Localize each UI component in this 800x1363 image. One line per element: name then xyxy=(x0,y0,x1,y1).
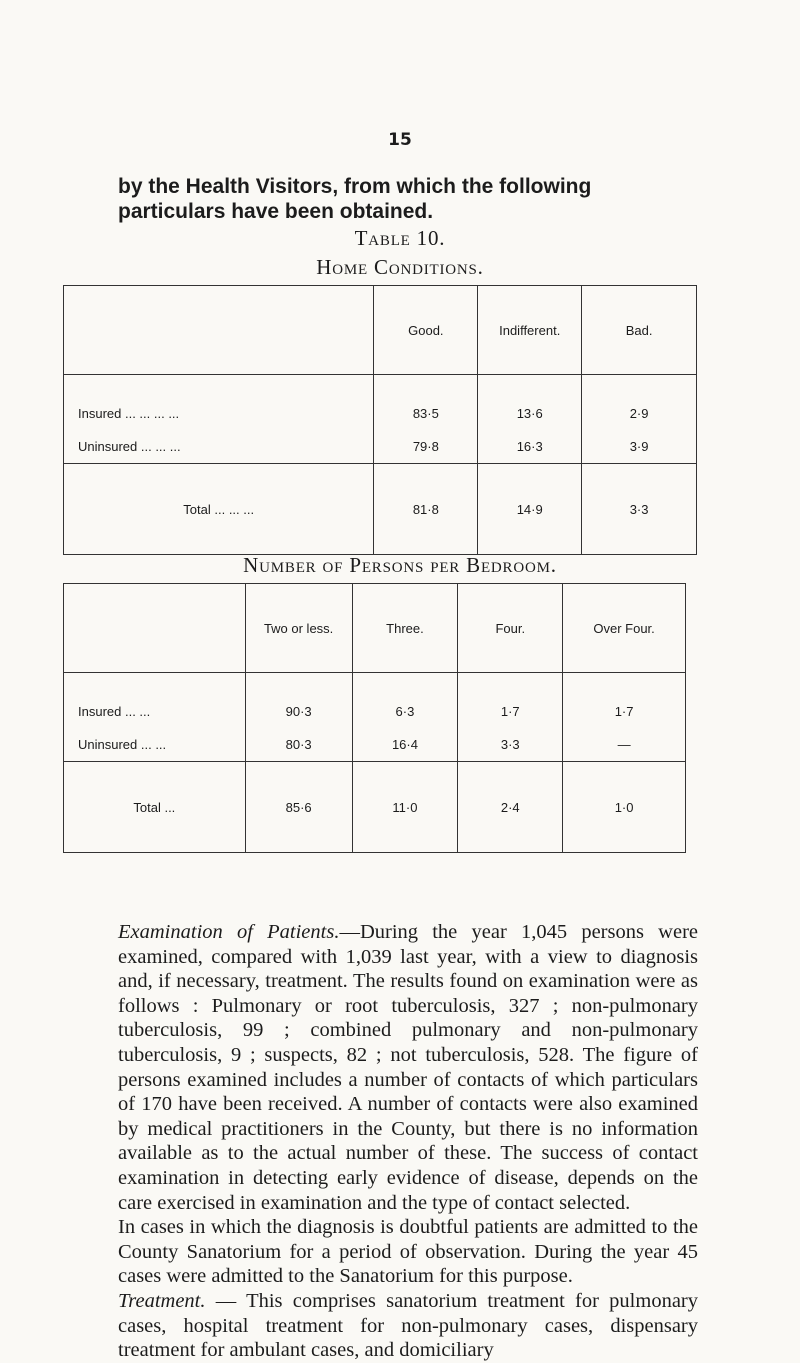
cell: 16·4 xyxy=(391,737,418,752)
header-bad: Bad. xyxy=(582,286,697,375)
table1-caption: Table 10. xyxy=(354,226,446,250)
cell: 3·9 xyxy=(629,439,649,454)
col-two-or-less xyxy=(245,673,352,762)
total-label: Total ... xyxy=(64,762,246,853)
cell: 85·6 xyxy=(245,762,352,853)
header-blank xyxy=(64,584,246,673)
row-labels xyxy=(64,673,246,762)
header-two-or-less: Two or less. xyxy=(245,584,352,673)
paragraph-observation: In cases in which the diagnosis is doubtful patients are admitted to the County Sanatorium for a period of observation. During the year 45 cases were admitted to the Sanatorium for this purpose. xyxy=(118,1216,698,1288)
cell: 3·3 xyxy=(500,737,520,752)
paragraph-body: — This comprises sanatorium treatment for pulmonary cases, hospital treatment for non-pulmonary cases, dispensary treatment for ambulant cases, and domiciliary xyxy=(118,1289,698,1362)
row-label-insured: Insured ... ... xyxy=(78,704,151,719)
table-total-row xyxy=(64,464,697,555)
cell: — xyxy=(617,737,631,752)
table1-title: Home Conditions. xyxy=(316,255,484,279)
cell: 13·6 xyxy=(516,406,543,421)
table-total-row xyxy=(64,762,686,853)
cell: 2·4 xyxy=(458,762,563,853)
paragraph-heading: Examination of Patients. xyxy=(118,921,340,943)
body-text xyxy=(118,920,698,1363)
cell: 90·3 xyxy=(285,704,312,719)
table2-title: Number of Persons per Bedroom. xyxy=(243,553,557,577)
cell: 1·0 xyxy=(563,762,686,853)
col-indifferent xyxy=(478,375,582,464)
cell: 11·0 xyxy=(352,762,458,853)
cell: 1·7 xyxy=(500,704,520,719)
paragraph-examination xyxy=(118,920,698,1215)
cell: 14·9 xyxy=(478,464,582,555)
row-labels xyxy=(64,375,374,464)
cell: 1·7 xyxy=(614,704,634,719)
header-three: Three. xyxy=(352,584,458,673)
cell: 83·5 xyxy=(412,406,439,421)
cell: 16·3 xyxy=(516,439,543,454)
row-label-insured: Insured ... ... ... ... xyxy=(78,406,180,421)
table-body-row xyxy=(64,673,686,762)
col-good xyxy=(374,375,478,464)
paragraph-body: —During the year 1,045 persons were examined, compared with 1,039 last year, with a view to diagnosis and, if necessary, treatment. The results found on examination were as follows : Pulmonary or root tuberculosis, 327 ; non-pulmonary tuberculosis, 99 ; combined pulmonary and non-pulmonary tuberculosis, 9 ; suspects, 82 ; not tuberculosis, 528. The figure of persons examined includes a number of contacts of which particulars of 170 have been received. A number of contacts were also examined by medical practitioners in the County, but there is no information available as to the actual number of these. The success of contact examination in detecting early evidence of disease, depends on the care exercised in examination and the type of contact selected. xyxy=(118,921,698,1214)
cell: 2·9 xyxy=(629,406,649,421)
col-bad xyxy=(582,375,697,464)
header-over-four: Over Four. xyxy=(563,584,686,673)
col-four xyxy=(458,673,563,762)
cell: 81·8 xyxy=(374,464,478,555)
table-header-row xyxy=(64,584,686,673)
header-four: Four. xyxy=(458,584,563,673)
table-header-row xyxy=(64,286,697,375)
page-number: 15 xyxy=(388,130,412,150)
header-indifferent: Indifferent. xyxy=(478,286,582,375)
cell: 3·3 xyxy=(582,464,697,555)
paragraph-treatment xyxy=(118,1289,698,1363)
row-label-uninsured: Uninsured ... ... xyxy=(78,737,167,752)
header-blank xyxy=(64,286,374,375)
col-three xyxy=(352,673,458,762)
total-label: Total ... ... ... xyxy=(64,464,374,555)
row-label-uninsured: Uninsured ... ... ... xyxy=(78,439,181,454)
table-body-row xyxy=(64,375,697,464)
header-good: Good. xyxy=(374,286,478,375)
cell: 80·3 xyxy=(285,737,312,752)
home-conditions-table xyxy=(63,285,697,555)
cell: 79·8 xyxy=(412,439,439,454)
persons-per-bedroom-table xyxy=(63,583,686,853)
col-over-four xyxy=(563,673,686,762)
paragraph-heading: Treatment. xyxy=(118,1289,206,1312)
intro-text: by the Health Visitors, from which the following particulars have been obtained. xyxy=(118,175,592,223)
cell: 6·3 xyxy=(395,704,415,719)
